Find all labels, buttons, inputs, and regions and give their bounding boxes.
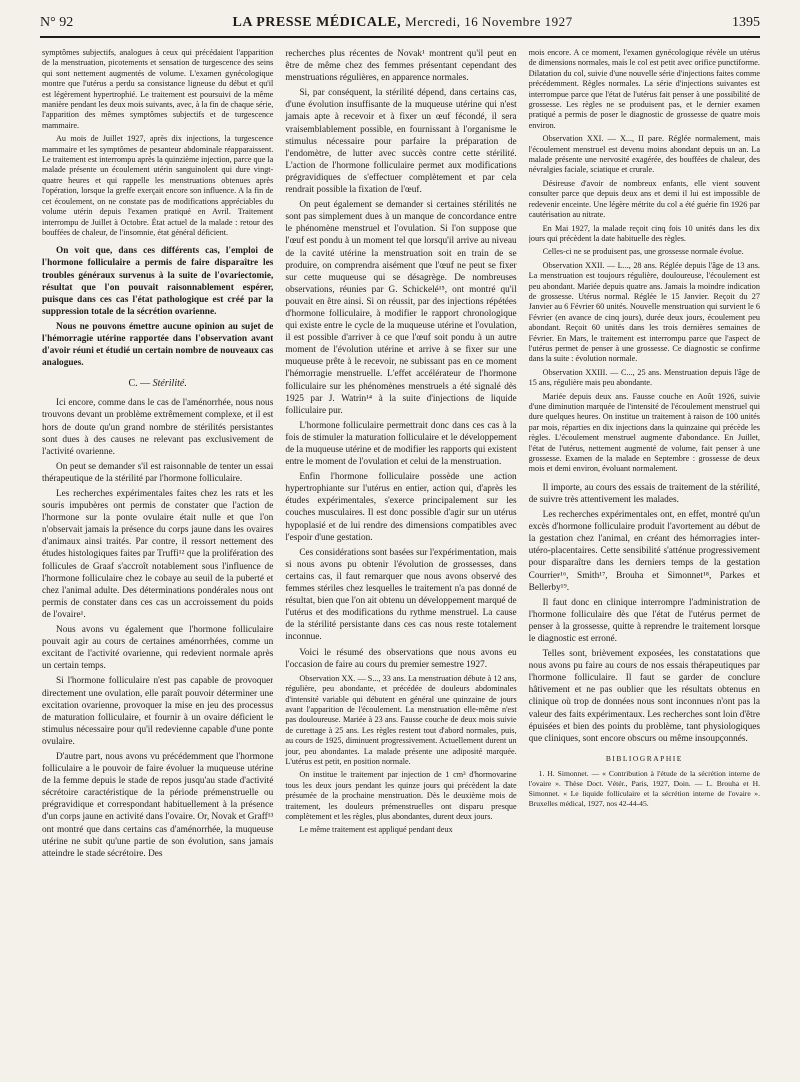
paragraph: Si, par conséquent, la stérilité dépend, dans certains cas, d'une évolution insuffisante de la muqueuse utérine qui n'est jamais apte à recevoir et à fixer un œuf fécondé, il sera vraisemblablement possible, en fournissant à l'organisme le stimulus nécessaire pour parfaire la préparation de l'endomètre, de lutter avec succès contre cette stérilité. L'action de l'hormone folliculaire permet aux modifications prégravidiques de s'effectuer complètement et par cela rendrait possible la fixation de l'œuf. [285, 88, 517, 196]
bibliography-heading: BIBLIOGRAPHIE [605, 753, 683, 763]
paragraph: Voici le résumé des observations que nous avons eu l'occasion de faire au cours du premier semestre 1927. [285, 647, 517, 670]
column-right [529, 48, 760, 1076]
paragraph: D'autre part, nous avons vu précédemment que l'hormone folliculaire a le pouvoir de faire évoluer la muqueuse utérine de la femme depuis le stade de repos jusqu'au stade d'activité sécrétoire caractéristique de la période prémenstruelle ou prégravidique et correspondant habituellement à la présence d'un corps jaune en activité dans l'ovaire. Or, Novak et Graff¹³ ont montré que dans certains cas d'aménorrhée, la muqueuse utérine ne subit qu'une partie de son évolution, sans jamais atteindre le stade sécrétoire. Des [42, 751, 274, 859]
section-title: Stérilité. [152, 378, 187, 390]
observation: Observation XXI. — X..., II pare. Réglée normalement, mais l'écoulement menstruel est devenu moins abondant depuis un an. La malade présente une nervosité exagérée, des bouffées de chaleur, des névralgies faciale, sciatique et crurale. [528, 134, 760, 175]
paragraph: On voit que, dans ces différents cas, l'emploi de l'hormone folliculaire a permis de faire disparaître les troubles généraux survenus à la suite de l'ovariectomie, résultat que l'on pouvait raisonnablement espérer, puisque dans ces cas l'état pathologique est créé par la suppression totale de la sécrétion ovarienne. [42, 246, 274, 317]
paragraph: mois encore. A ce moment, l'examen gynécologique révèle un utérus de dimensions normales, mais le col est petit avec orifice punctiforme. Dilatation du col, suivie d'une nouvelle série d'injections faites comme précédemment. Règles normales. La série d'injections suivantes est interrompue parce que l'état de l'utérus fait penser à une possibilité de grossesse. Les règles ne se produisent pas, et le dernier examen pratiqué a permis de poser le diagnostic de grossesse de quatre mois environ. [528, 48, 760, 130]
issue-date: Mercredi, 16 Novembre 1927 [405, 14, 573, 29]
paragraph: recherches plus récentes de Novak¹ montrent qu'il peut en être de même chez des femmes présentant cependant des menstruations régulières, en apparence normales. [285, 49, 517, 84]
column-left [42, 48, 273, 1076]
paragraph: En Mai 1927, la malade reçoit cinq fois 10 unités dans les dix jours qui précèdent la date habituelle des règles. [528, 223, 760, 243]
paragraph: Si l'hormone folliculaire n'est pas capable de provoquer directement une ovulation, elle paraît pouvoir déterminer une excitation ovarienne, provoquer la mise en jeu des processus de maturation folliculaire, et fournir à un ovaire déficient le stimulus nécessaire pour qu'il redevienne capable d'une ponte ovulaire. [42, 676, 274, 747]
paragraph: Enfin l'hormone folliculaire possède une action hypertrophiante sur l'utérus en entier, action qui, d'après les études expérimentales, s'exerce principalement sur les couches musculaires. Il est donc possible d'agir sur un utérus hypoplasié et de lui rendre des dimensions compatibles avec l'espoir d'une gestation. [285, 472, 517, 543]
paragraph: Ici encore, comme dans le cas de l'aménorrhée, nous nous trouvons devant un problème extrêmement complexe, et il est hors de doute qu'un grand nombre de stérilités persistantes sont dues à des causes ne relevant pas exclusivement de l'activité ovarienne. [42, 398, 274, 457]
paragraph: L'hormone folliculaire permettrait donc dans ces cas à la fois de stimuler la maturation folliculaire et le développement de la muqueuse utérine et de modifier les rapports qui existent entre le moment de l'ovulation et celui de la menstruation. [285, 420, 517, 468]
issue-number: N° 92 [40, 15, 74, 30]
paragraph: Désireuse d'avoir de nombreux enfants, elle vient souvent consulter parce que depuis deux ans et demi il lui est impossible de redevenir enceinte. Une légère métrite du col a été guérie fin 1926 par cautérisation au nitrate. [528, 178, 760, 220]
paragraph: Les recherches expérimentales ont, en effet, montré qu'un excès d'hormone folliculaire produit l'avortement au début de la gestation chez l'animal, en créant des hémorragies inter-utéro-placentaires. Cette sensibilité s'atténue progressivement pour disparaître dans les derniers temps de la gestation Courrier¹⁶, Smith¹⁷, Brouha et Simonnet¹⁸, Parkes et Bellerby¹⁹. [528, 510, 760, 593]
observation: Observation XX. — S..., 33 ans. La menstruation débute à 12 ans, régulière, peu abondante, et précédée de douleurs abdominales d'intensité variable qui débutent en général une quinzaine de jours avant l'apparition de l'écoulement. La menstruation elle-même n'est pas douloureuse. Mariée à 23 ans. Fausse couche de deux mois suivie de curettage à 25 ans. Les règles restent tout d'abord normales, puis, au cours de 1925, diminuent progressivement. Actuellement durent un jour, peu abondantes. La malade présente une adiposité marquée. L'utérus est petit, en position normale. [285, 673, 517, 766]
section-heading [42, 378, 273, 390]
text-columns [42, 48, 760, 1076]
bibliography-entry: 1. H. Simonnet. — « Contribution à l'étude de la sécrétion interne de l'ovaire ». Thèse Doct. Vétér., Paris, 1927, Doin. — L. Brouha et H. Simonnet. « Le liquide folliculaire et la sécrétion interne de l'ovaire ». Bruxelles médical, 1927, nos 42-44-45. [528, 768, 760, 808]
observation: Observation XXII. — L..., 28 ans. Réglée depuis l'âge de 13 ans. La menstruation est toujours régulière, douloureuse, l'écoulement est peu abondant. Mariée depuis quatre ans. Jamais la moindre indication de grossesse. Utérus normal. Réglée le 15 Janvier. Reçoit du 27 Janvier au 6 Février 60 unités. Nouvelle menstruation qui survient le 6 Février (en avance de cinq jours), durée deux jours, écoulement peu abondant. Reçoit 60 unités dans les trois dernières semaines de Février. En Mars, le traitement est interrompu parce que l'aspect de l'utérus permet de penser à une grossesse. Ce diagnostic se confirme dans la suite : évolution normale. [528, 260, 760, 364]
journal-name: LA PRESSE MÉDICALE, [232, 15, 402, 30]
paragraph: On peut également se demander si certaines stérilités ne sont pas simplement dues à un manque de concordance entre le phénomène menstruel et l'ovulation. Si l'on suppose que l'œuf est pondu à un moment tel que lorsqu'il arrive au niveau de la cavité utérine la menstruation soit en train de se produire, on comprendra aisément que l'œuf ne peut se fixer sur cette muqueuse qui se désagrège. De nombreuses observations, réunies par G. Schickelé¹⁵, ont montré qu'il pouvait en être ainsi. Si on réussit, par des injections répétées d'hormone folliculaire, à modifier le rapport chronologique qui existe entre le cycle de la muqueuse utérine et l'ovulation, il est possible d'arriver à ce que l'œuf soit pondu à un autre moment de l'évolution utérine et arrive à se fixer sur une muqueuse prête à le recevoir, ne subissant pas en ce moment l'hémorragie menstruelle. L'effet accélérateur de l'hormone folliculaire sur les phénomènes menstruels a été signalé dès 1925 par J. Watrin¹⁴ à la suite d'injections de liquide folliculaire pur. [285, 200, 517, 416]
paragraph: symptômes subjectifs, analogues à ceux qui précédaient l'apparition de la menstruation, picotements et sensation de turgescence des seins qui sont nettement augmentés de volume. L'examen gynécologique montre que l'utérus a perdu sa consistance ligneuse du début et qu'il est légèrement hypertrophié. Le traitement est poursuivi de la même manière pendant les deux mois suivants, avec, à la fin de chaque série, l'apparition des mêmes symptômes subjectifs et de turgescence mammaire. [42, 48, 274, 130]
paragraph: Nous ne pouvons émettre aucune opinion au sujet de l'hémorragie utérine rapportée dans l'observation avant d'avoir réuni et étudié un certain nombre de nouveaux cas analogues. [42, 321, 274, 369]
paragraph: Il faut donc en clinique interrompre l'administration de l'hormone folliculaire dès que l'état de l'utérus permet de penser à la grossesse, quitte à reprendre le traitement lorsque le diagnostic est erroné. [528, 597, 760, 644]
page-number: 1395 [731, 15, 760, 30]
journal-title [233, 14, 573, 31]
column-middle [285, 48, 516, 1076]
paragraph: On peut se demander s'il est raisonnable de tenter un essai thérapeutique de la stérilité par l'hormone folliculaire. [42, 461, 274, 484]
page-header [40, 14, 760, 38]
paragraph: Il importe, au cours des essais de traitement de la stérilité, de suivre très attentivement les malades. [528, 482, 760, 505]
paragraph: On institue le traitement par injection de 1 cm³ d'hormovarine tous les deux jours pendant les quinze jours qui précèdent la date présumée de la prochaine menstruation. Dès le deuxième mois de traitement, les douleurs prémenstruelles ont disparu presque complètement et les règles, plus abondantes, durent deux jours. [285, 770, 517, 821]
paragraph: Telles sont, brièvement exposées, les constatations que nous avons pu faire au cours de nos essais thérapeutiques par l'hormone folliculaire. Il faut se garder de conclure hâtivement et ne pas oublier que les résultats obtenus en clinique où trop de données nous sont inconnues n'ont pas la valeur des faits expérimentaux. Les recherches sont loin d'être épuisées et bien des points du problème, tant physiologiques que cliniques, sont encore obscurs ou même insoupçonnés. [528, 649, 760, 744]
paragraph: Le même traitement est appliqué pendant deux [299, 825, 453, 835]
paragraph: Celles-ci ne se produisent pas, une grossesse normale évolue. [542, 247, 744, 257]
observation: Observation XXIII. — C..., 25 ans. Menstruation depuis l'âge de 15 ans, régulière mais peu abondante. [528, 367, 760, 388]
section-number: C. — [128, 378, 151, 390]
paragraph: Les recherches expérimentales faites chez les rats et les souris impubères ont permis de constater que l'action de l'hormone sur la ponte ovulaire était nulle et que l'on n'observait jamais la présence du corps jaune dans les ovaires d'animaux ainsi traités. Par contre, il ressort nettement des études histologiques faites par Truffi¹² que la prolifération des follicules de Graaf s'accroît notablement sous l'influence de l'hormone folliculaire chez le cobaye au seuil de la puberté et chez l'animal adulte. Des déterminations pondérales nous ont permis de constater dans ces cas un accroissement du poids de l'ovaire¹. [42, 489, 274, 620]
paragraph: Ces considérations sont basées sur l'expérimentation, mais si nous avons pu obtenir l'évolution de grossesses, dans certains cas, il faut remarquer que nous avons observé des femmes stériles chez lesquelles le traitement n'a pas donné de résultat, bien que l'on ait obtenu un développement marqué de l'utérus et des modifications du rythme menstruel. La cause de la stérilité persistante dans ces cas nous reste totalement inconnue. [285, 547, 517, 643]
paragraph: Au mois de Juillet 1927, après dix injections, la turgescence mammaire et les symptômes de pesanteur abdominale réapparaissent. Le traitement est interrompu après la quinzième injection, parce que la malade présente un écoulement utérin sanguinolent qui dure vingt-quatre heures et qui rappelle les menstruations obtenues après l'opération, lorsque la greffe exerçait encore son influence. A la fin de cet écoulement, on ne constate pas de modifications appréciables du volume utérin depuis l'examen pratiqué en Avril. Traitement interrompu de Juillet à Octobre. État actuel de la malade : retour des bouffées de chaleur, de l'insomnie, état général déficient. [42, 134, 274, 237]
paragraph: Nous avons vu également que l'hormone folliculaire pouvait agir au cours de certaines aménorrhées, comme un excitant de l'activité ovarienne, qui redevient normale après un certain temps. [42, 625, 274, 672]
paragraph: Mariée depuis deux ans. Fausse couche en Août 1926, suivie d'une diminution marquée de l'intensité de l'écoulement menstruel qui dure quelques heures. On institue un traitement à raison de 100 unités par mois, réparties en dix injections dans la quinzaine qui précède les règles. L'écoulement menstruel augmente d'abondance. En Juillet, l'état de l'utérus, nettement augmenté de volume, fait penser à une grossesse. Examen de la malade en Septembre : grossesse de deux mois et demi environ, évoluant normalement. [528, 391, 760, 474]
